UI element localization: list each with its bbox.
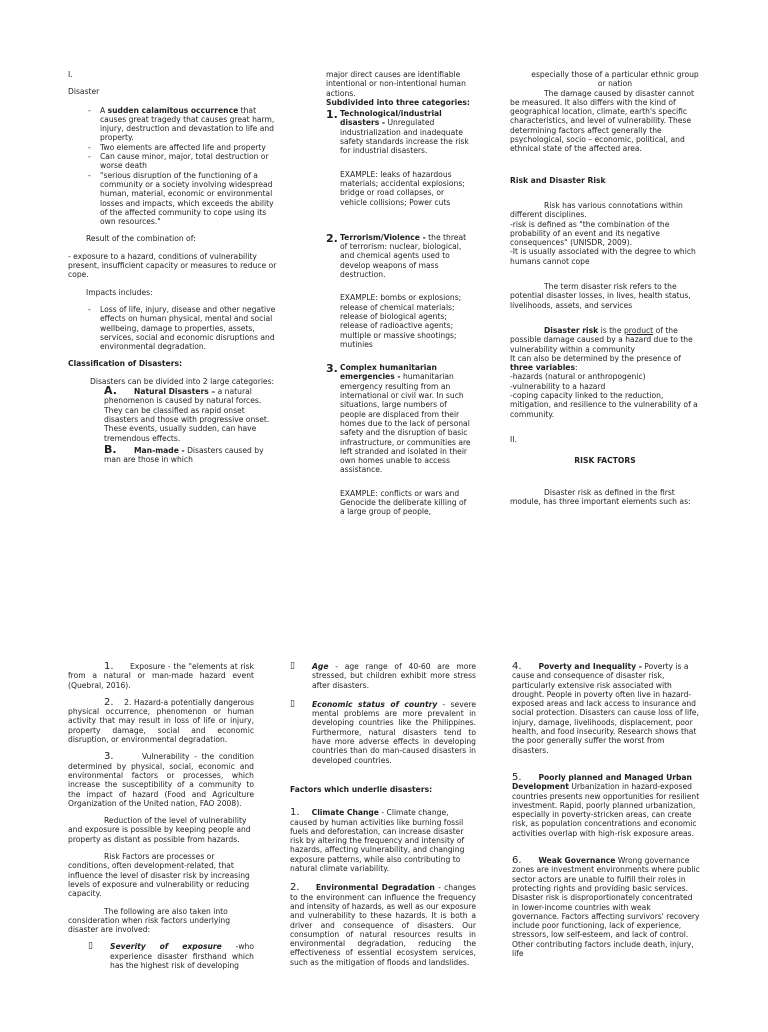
risk-factors-text: Risk Factors are processes or conditions, often development-related, that influence the level of disaster risk by increasing levels of exposure and vulnerability or reducing capacity. [68,852,250,899]
factor-poverty: 4. Poverty and Inequality - Poverty is a cause and consequence of disaster risk, particularly extensive risk associated with drought. People in poverty often live in hazard-exposed areas and lack access to insurance and social protection. Disasters can cause loss of life, injury, damage, livelihoods, displacement, poor health, and food insecurity. Research shows that the poor generally suffer the worst from disasters. [512,661,699,755]
risk-heading: Risk and Disaster Risk [510,175,606,185]
section-heading-disaster: Disaster [68,87,100,97]
factor-urban-development: 5. Poorly planned and Managed Urban Development Urbanization in hazard-exposed countries presents new opportunities for resilient investment. Rapid, poorly planned urbanization, especially in poverty-stricken areas, can create risk, as population concentrations and economic activities overlap with high-risk exposure areas. [512,771,700,838]
page1-column-2 [326,70,472,525]
factor-climate-change: 1. Climate Change - Climate change, caused by human activities like burning fossil fuels and deforestation, can increase disaster risk by altering the frequency and intensity of hazards, affecting vulnerability, and changing exposure patterns, while also contributing to natural climate variability. [290,807,465,874]
list-item: - Two elements are affected life and property [68,143,280,152]
ethnic-group-text: especially those of a particular ethnic group or nation [531,70,699,89]
risk-factors-heading: RISK FACTORS [574,456,636,466]
disaster-risk-text: Disaster risk is the product of the possible damage caused by a hazard due to the vulnerability within a community [510,325,693,354]
category-item-3: 3. Complex humanitarian emergencies - humanitarian emergency resulting from an international or civil war. In such situations, large numbers of people are displaced from their homes due to the lack of personal safety and the disruption of basic infrastructure, or communities are left stranded and isolated in their own homes unable to access assistance. EXAMPLE: conflicts or wars and Genocide the deliberate killing of a large group of people, [326,362,471,517]
impacts-label: Impacts includes: [86,287,153,297]
severity-item: ▯ Severity of exposure -who experience disaster firsthand which has the highest risk of developing [88,941,255,971]
impacts-list [68,305,280,351]
also-determined-text: It can also be determined by the presence of [510,353,681,363]
age-item: ▯ Age - age range of 40-60 are more stressed, but children exhibit more stress after disasters. [290,661,476,690]
subdivided-heading: Subdivided into three categories: [326,97,470,107]
list-item: - "serious disruption of the functioning of a community or a society involving widespread human, material, economic or environmental losses and impacts, which exceeds the ability of the affected community to cope using its own resources." [68,171,280,227]
disaster-definition-list [68,106,280,227]
economic-status-item: ▯ Economic status of country - severe mental problems are more prevalent in developing countries like the Philippines. Furthermore, natural disasters tend to have more adverse effects in developing countries than do man-caused disasters in developed countries. [290,698,476,765]
variable-item: -hazards (natural or anthropogenic) [510,372,646,382]
result-text: - exposure to a hazard, conditions of vulnerability present, insufficient capacity or measures to reduce or cope. [68,251,277,280]
category-b: B. Man-made - Disasters caused by man are those in which [104,442,264,465]
element-hazard: 2. 2. Hazard-a potentially dangerous physical occurrence, phenomenon or human activity that may result in loss of life or injury, property damage, social and economic disruption, or environmental degradation. [68,696,255,745]
category-a: A. Natural Disasters – a natural phenomenon is caused by natural forces. They can be classified as rapid onset disasters and those with progressive onset. These events, usually sudden, can have tremendous effects. [104,384,270,443]
section-number-2: II. [510,434,517,444]
variable-item: -coping capacity linked to the reduction, mitigation, and resilience to the vulnerability of a community. [510,391,698,419]
page2-column-3 [512,662,700,966]
damage-text: The damage caused by disaster cannot be measured. It also differs with the kind of geographical location, climate, earth's specific characteristics, and level of vulnerability. These determining factors affect generally the psychological, socio – economic, political, and ethnical state of the affected area. [510,88,694,154]
section-number: I. [68,70,73,79]
category-item-2: 2. Terrorism/Violence - the threat of terrorism: nuclear, biological, and chemical agents used to develop weapons of mass destruction. EXAMPLE: bombs or explosions; release of chemical materials; release of biological agents; release of radioactive agents; multiple or massive shootings; mutinies [326,233,472,363]
page1-column-3 [510,70,700,514]
risk-text: Risk has various connotations within different disciplines. [510,200,683,220]
page2-column-2 [290,662,476,975]
category-item-1: 1. Technological/industrial disasters - Unregulated industrialization and inadequate safety standards increase the risk for industrial disasters. EXAMPLE: leaks of hazardous materials; accidental explosions; bridge or road collapses, or vehicle collisions; Power cuts [326,109,472,233]
risk-definition: -risk is defined as "the combination of the probability of an event and its negative consequences" (UNISDR, 2009). [510,219,670,248]
bullet-box-icon: ▯ [290,661,295,671]
classification-heading: Classification of Disasters: [68,359,183,369]
term-text: The term disaster risk refers to the potential disaster losses, in lives, health status, livelihoods, assets, and services [510,282,691,310]
variable-item: -vulnerability to a hazard [510,381,606,391]
bullet-box-icon: ▯ [290,698,295,709]
example-text: EXAMPLE: bombs or explosions; release of chemical materials; release of biological agents; release of radioactive agents; multiple or massive shootings; mutinies [340,293,462,349]
bullet-box-icon: ▯ [88,941,93,952]
three-variables-label: three variables: [510,363,578,373]
divided-text: Disasters can be divided into 2 large categories: [90,376,275,386]
factors-heading: Factors which underlie disasters: [290,784,433,794]
risk-association: -It is usually associated with the degree to which humans cannot cope [510,247,696,266]
list-item: - Can cause minor, major, total destruction or worse death [68,152,280,171]
result-of-label: Result of the combination of: [86,234,196,244]
example-text: EXAMPLE: leaks of hazardous materials; accidental explosions; bridge or road collapses, or vehicle collisions; Power cuts [340,169,465,207]
list-item: - A sudden calamitous occurrence that causes great tragedy that causes great harm, injury, destruction and devastation to life and property. [68,106,280,143]
document-page-2 [0,652,768,1032]
page1-column-1 [68,70,280,472]
element-vulnerability: 3. Vulnerability - the condition determined by physical, social, economic and environmental factors or processes, which increase the susceptibility of a community to the impact of hazard (Food and Agriculture Organization of the United nation, FAO 2008). [68,751,254,808]
factor-environmental-degradation: 2. Environmental Degradation - changes to the environment can influence the frequency and intensity of hazards, as well as our exposure and vulnerability to these hazards. It is both a driver and consequence of disasters. Our consumption of natural resources results in environmental degradation, reducing the effectiveness of essential ecosystem services, such as the mitigation of floods and landslides. [290,882,476,967]
man-made-intro: major direct causes are identifiable intentional or non-intentional human actions. [326,70,466,98]
element-exposure: 1. Exposure - the "elements at risk from a natural or man-made hazard event (Quebral, 2016). [68,661,255,690]
module-text: Disaster risk as defined in the first module, has three important elements such as: [510,487,691,506]
page2-column-1 [68,662,254,970]
reduction-text: Reduction of the level of vulnerability and exposure is possible by keeping people and property as distant as possible from hazards. [68,816,251,844]
list-item: - Loss of life, injury, disease and other negative effects on human physical, mental and social wellbeing, damage to properties, assets, services, social and economic disruptions and environmental degradation. [68,305,280,351]
factor-weak-governance: 6. Weak Governance Wrong governance zones are investment environments where public sector actors are unable to fulfill their roles in protecting rights and providing basic services. Disaster risk is disproportionately concentrated in lower-income countries with weak governance. Factors affecting survivors' recovery include poor functioning, lack of experience, stressors, low self-esteem, and lack of control. Other contributing factors include death, injury, life [512,855,700,959]
example-text: EXAMPLE: conflicts or wars and Genocide the deliberate killing of a large group of people, [340,488,467,517]
following-text: The following are also taken into consideration when risk factors underlying disaster are involved: [68,906,231,935]
